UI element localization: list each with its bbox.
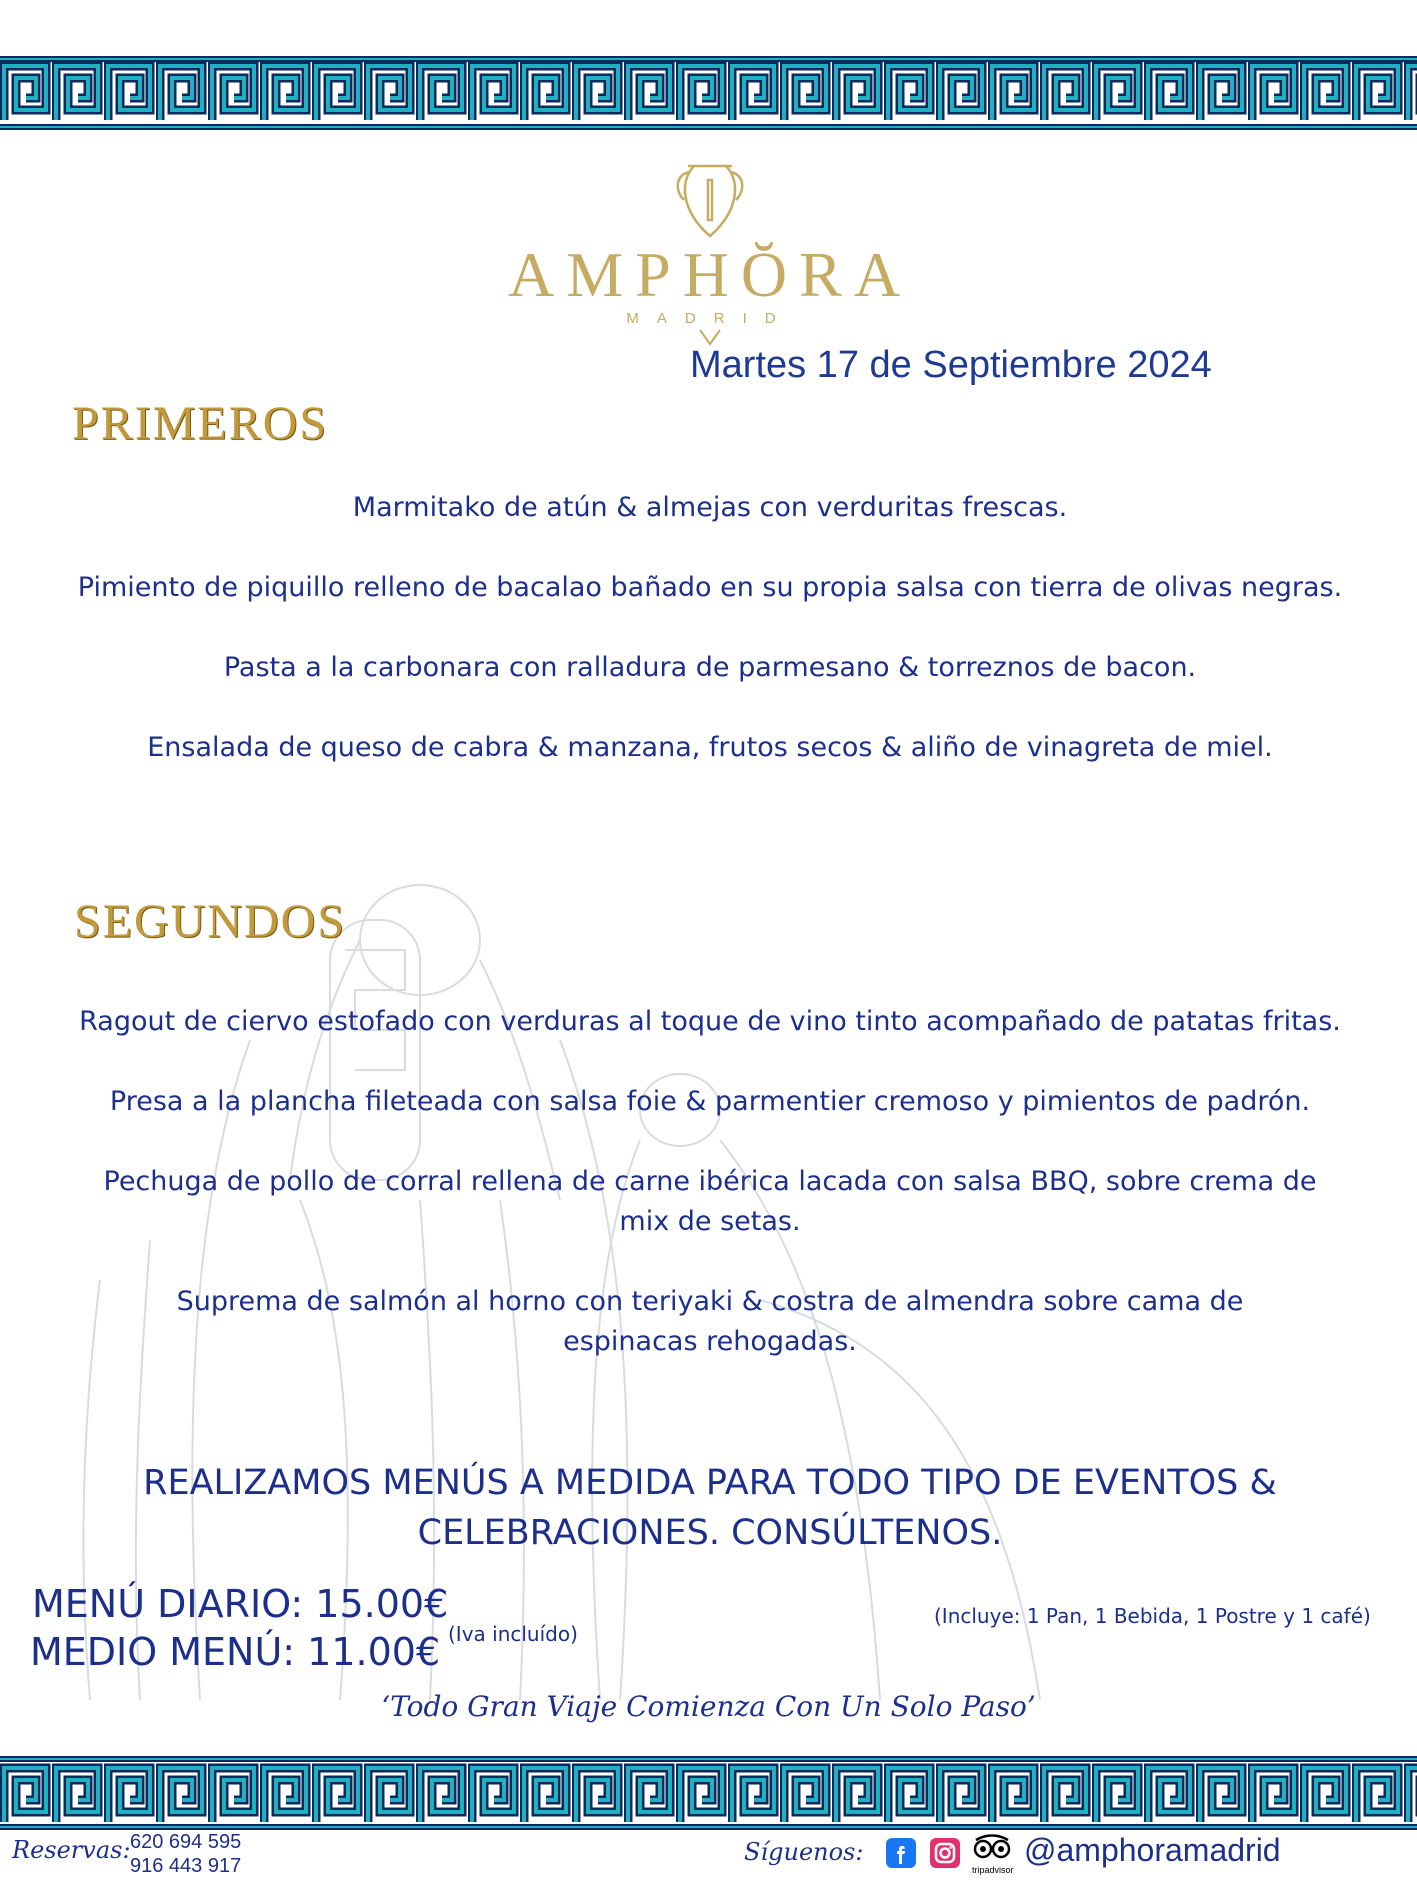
primeros-item: Pimiento de piquillo relleno de bacalao bañado en su propia salsa con tierra de olivas negras. [77, 572, 1343, 603]
primeros-item: Marmitako de atún & almejas con verduritas frescas. [352, 492, 1068, 523]
segundos-item: Ragout de ciervo estofado con verduras al toque de vino tinto acompañado de patatas fritas. [79, 1006, 1341, 1037]
logo-subtitle: MADRID [626, 310, 794, 327]
greek-key-top-pattern [0, 50, 1417, 132]
segundos-item: Pechuga de pollo de corral rellena de carne ibérica lacada con salsa BBQ, sobre crema de mix de setas. [103, 1166, 1317, 1237]
includes-note: (Incluye: 1 Pan, 1 Bebida, 1 Postre y 1 café) [934, 1604, 1371, 1628]
segundos-title: SEGUNDOS [74, 895, 347, 948]
facebook-icon[interactable] [886, 1838, 916, 1868]
phone-number[interactable]: 620 694 595 [130, 1831, 242, 1853]
iva-note: (Iva incluído) [448, 1622, 578, 1646]
primeros-item: Ensalada de queso de cabra & manzana, frutos secos & aliño de vinagreta de miel. [147, 732, 1273, 763]
segundos-item: Suprema de salmón al horno con teriyaki & costra de almendra sobre cama de espinacas rehogadas. [176, 1286, 1244, 1357]
motto: ‘Todo Gran Viaje Comienza Con Un Solo Paso’ [381, 1690, 1036, 1723]
tripadvisor-label: tripadvisor [972, 1865, 1014, 1875]
instagram-icon[interactable] [930, 1838, 960, 1868]
amphora-logo [500, 160, 920, 340]
segundos-item: Presa a la plancha fileteada con salsa foie & parmentier cremoso y pimientos de padrón. [109, 1086, 1311, 1117]
menu-diario-price: MENÚ DIARIO: 15.00€ [32, 1582, 449, 1626]
phone-number[interactable]: 916 443 917 [130, 1855, 242, 1877]
greek-key-bottom-pattern [0, 1752, 1417, 1834]
logo-wordmark: AMPHŎRA [507, 239, 913, 310]
events-notice: REALIZAMOS MENÚS A MEDIDA PARA TODO TIPO DE EVENTOS & CELEBRACIONES. CONSÚLTENOS. [143, 1463, 1277, 1553]
primeros-title: PRIMEROS [72, 397, 329, 450]
tripadvisor-icon[interactable] [972, 1834, 1012, 1878]
reservas-label: Reservas: [12, 1836, 131, 1864]
top-greek-key-border [0, 50, 1417, 132]
bottom-greek-key-border [0, 1752, 1417, 1834]
amphora-logo-icon [670, 160, 750, 240]
primeros-item: Pasta a la carbonara con ralladura de parmesano & torreznos de bacon. [223, 652, 1197, 683]
social-handle[interactable]: @amphoramadrid [1024, 1832, 1281, 1868]
phone-numbers [130, 1830, 241, 1878]
medio-menu-price: MEDIO MENÚ: 11.00€ [30, 1630, 441, 1674]
follow-label: Síguenos: [744, 1838, 864, 1866]
menu-date: Martes 17 de Septiembre 2024 [690, 344, 1212, 386]
